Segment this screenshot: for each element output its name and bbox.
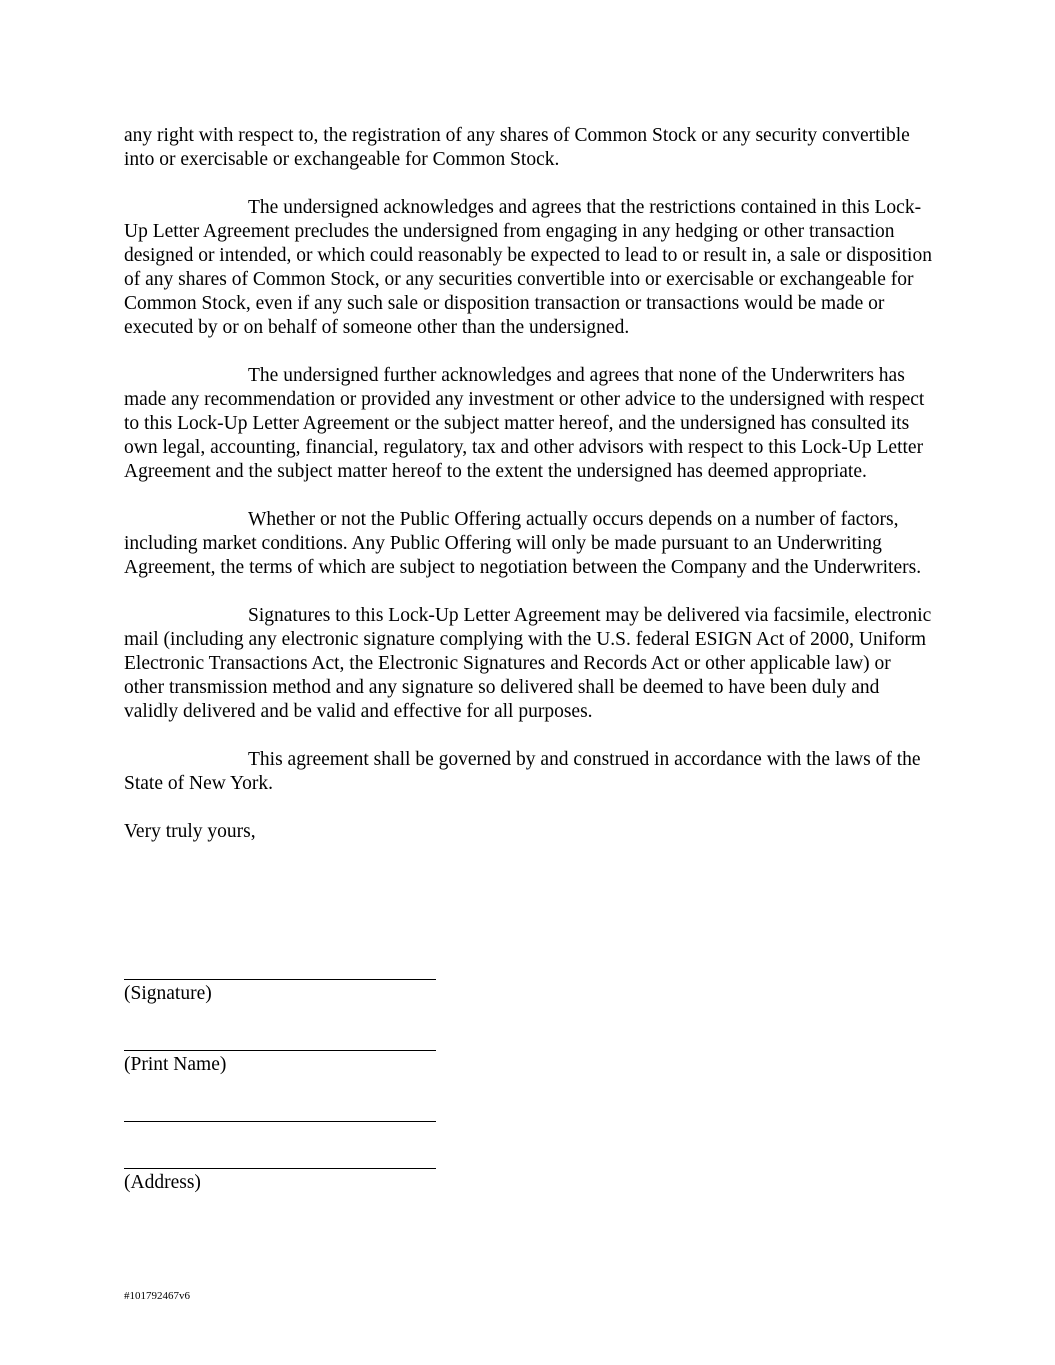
paragraph-no-advice: The undersigned further acknowledges and agrees that none of the Underwriters has made any recommendation or provided any investment or other advice to the undersigned with respect to this Lock-Up Letter Agreement or the subject matter hereof, and the undersigned has consulted its own legal, accounting, financial, regulatory, tax and other advisors with respect to this Lock-Up Letter Agreement and the subject matter hereof to the extent the undersigned has deemed appropriate.	[124, 365, 925, 482]
print-name-label: (Print Name)	[124, 1054, 227, 1075]
signature-line[interactable]	[124, 979, 436, 980]
closing-salutation: Very truly yours,	[124, 821, 256, 842]
address-label: (Address)	[124, 1172, 201, 1193]
paragraph-continuation: any right with respect to, the registration of any shares of Common Stock or any security convertible into or exercisable or exchangeable for Common Stock.	[124, 125, 910, 170]
paragraph-governing-law: This agreement shall be governed by and construed in accordance with the laws of the State of New York.	[124, 749, 921, 794]
document-body	[124, 124, 934, 844]
paragraph-electronic-signatures: Signatures to this Lock-Up Letter Agreement may be delivered via facsimile, electronic mail (including any electronic signature complying with the U.S. federal ESIGN Act of 2000, Uniform Electronic Transactions Act, the Electronic Signatures and Records Act or other applicable law) or other transmission method and any signature so delivered shall be deemed to have been duly and validly delivered and be valid and effective for all purposes.	[124, 605, 932, 722]
address-field[interactable]	[124, 1098, 436, 1195]
print-name-field[interactable]	[124, 1027, 436, 1077]
address-line-1[interactable]	[124, 1121, 436, 1122]
paragraph-hedging-restrictions: The undersigned acknowledges and agrees that the restrictions contained in this Lock-Up Letter Agreement precludes the undersigned from engaging in any hedging or other transaction designed or intended, or which could reasonably be expected to lead to or result in, a sale or disposition of any shares of Common Stock, or any securities convertible into or exercisable or exchangeable for Common Stock, even if any such sale or disposition transaction or transactions would be made or executed by or on behalf of someone other than the undersigned.	[124, 197, 932, 338]
address-line-2[interactable]	[124, 1168, 436, 1169]
signature-label: (Signature)	[124, 983, 212, 1004]
print-name-line[interactable]	[124, 1050, 436, 1051]
paragraph-public-offering: Whether or not the Public Offering actually occurs depends on a number of factors, including market conditions. Any Public Offering will only be made pursuant to an Underwriting Agreement, the terms of which are subject to negotiation between the Company and the Underwriters.	[124, 509, 922, 578]
document-id-footer: #101792467v6	[124, 1290, 190, 1302]
signature-field[interactable]	[124, 956, 436, 1006]
